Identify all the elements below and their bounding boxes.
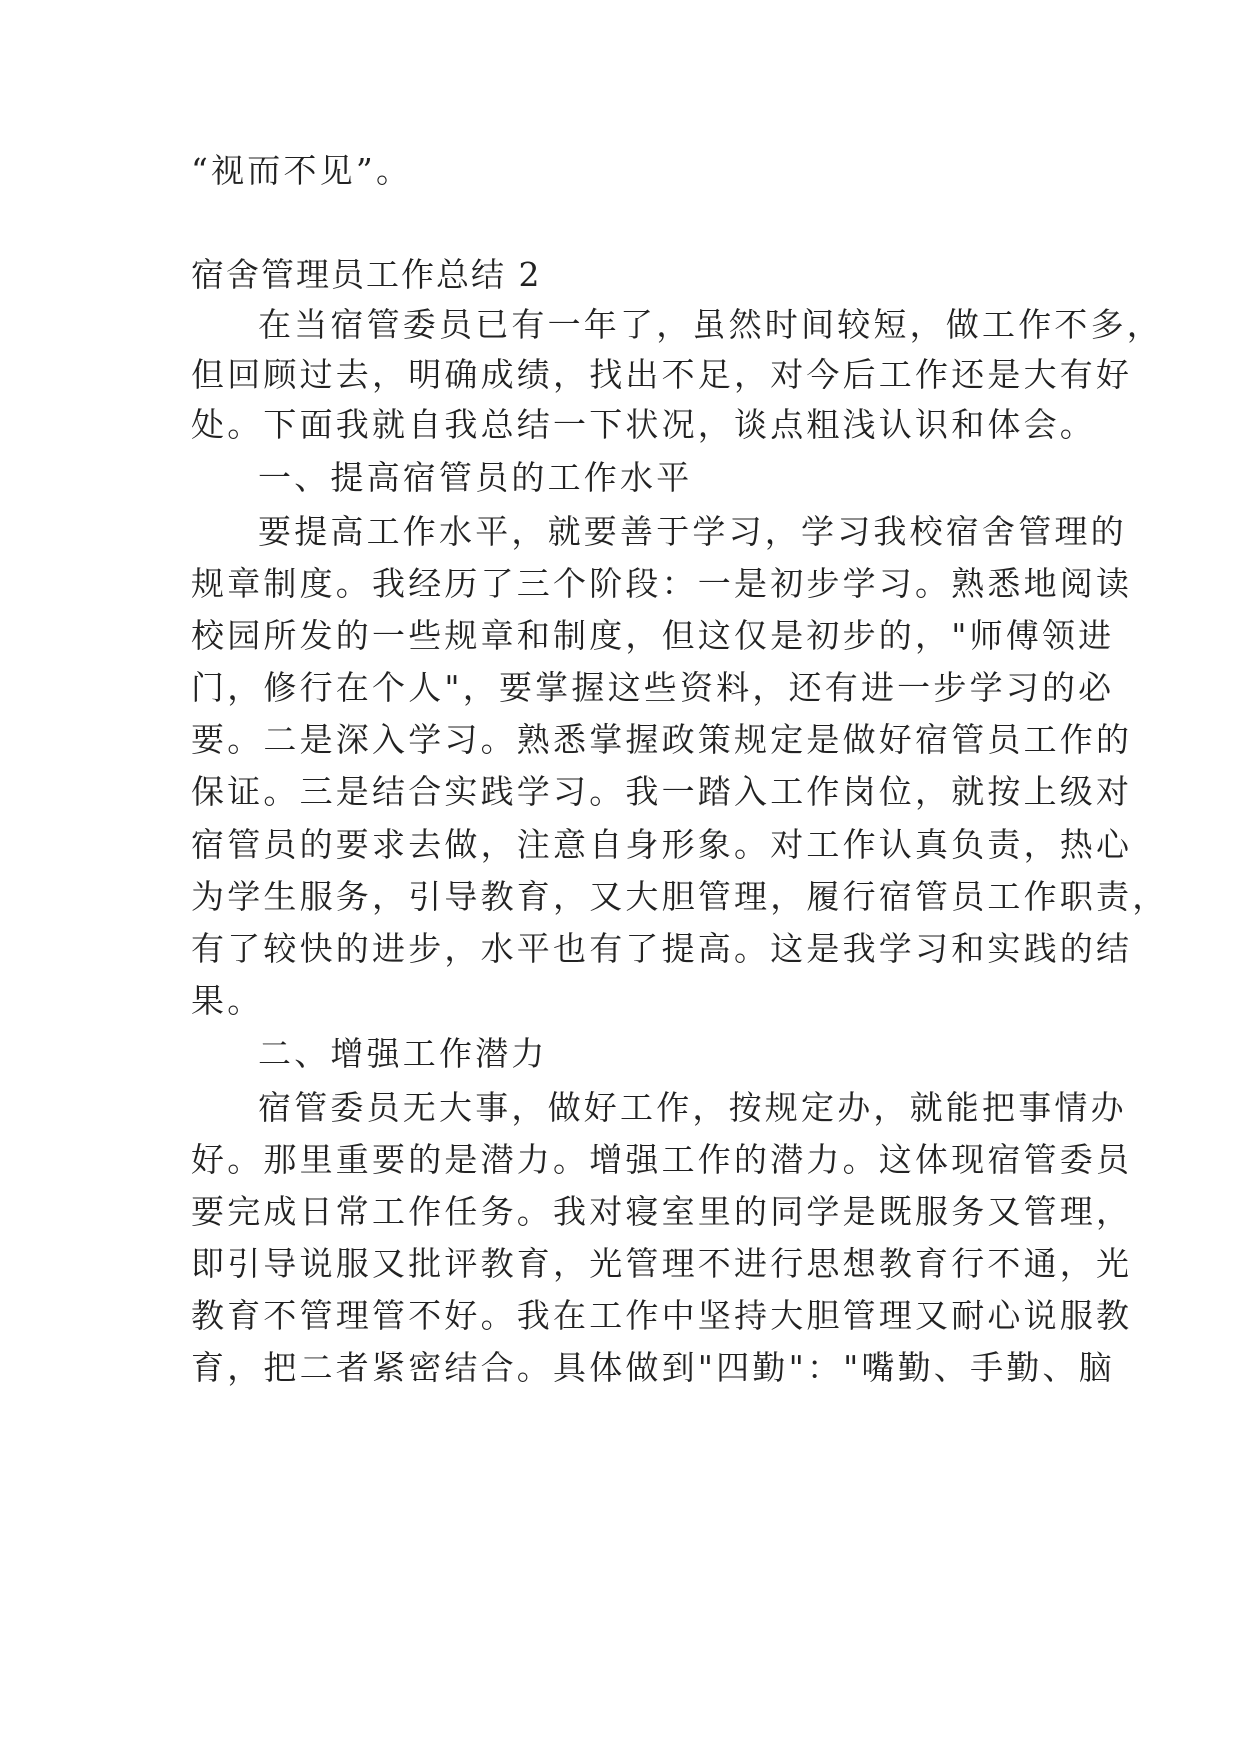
paragraph-line: 门，修行在个人"，要掌握这些资料，还有进一步学习的必 xyxy=(191,668,1115,707)
paragraph-line: 要提高工作水平，就要善于学习，学习我校宿舍管理的 xyxy=(258,512,1127,551)
heading-improve-level: 一、提高宿管员的工作水平 xyxy=(258,458,693,497)
intro-line: 但回顾过去，明确成绩，找出不足，对今后工作还是大有好 xyxy=(191,355,1133,394)
paragraph-line: 校园所发的一些规章和制度，但这仅是初步的，"师傅领进 xyxy=(191,616,1115,655)
paragraph-line: 宿管委员无大事，做好工作，按规定办，就能把事情办 xyxy=(258,1088,1127,1127)
paragraph-line: 教育不管理管不好。我在工作中坚持大胆管理又耐心说服教 xyxy=(191,1296,1133,1335)
paragraph-line: 果。 xyxy=(191,981,264,1020)
section-title: 宿舍管理员工作总结 2 xyxy=(191,255,542,294)
intro-line: 在当宿管委员已有一年了，虽然时间较短，做工作不多， xyxy=(258,305,1163,344)
paragraph-line: 规章制度。我经历了三个阶段：一是初步学习。熟悉地阅读 xyxy=(191,564,1133,603)
paragraph-line: 有了较快的进步，水平也有了提高。这是我学习和实践的结 xyxy=(191,929,1133,968)
paragraph-line: 宿管员的要求去做，注意自身形象。对工作认真负责，热心 xyxy=(191,825,1133,864)
intro-line: 处。下面我就自我总结一下状况，谈点粗浅认识和体会。 xyxy=(191,405,1096,444)
paragraph-line: 即引导说服又批评教育，光管理不进行思想教育行不通，光 xyxy=(191,1244,1133,1283)
paragraph-line: 要完成日常工作任务。我对寝室里的同学是既服务又管理， xyxy=(191,1192,1133,1231)
fragment-text: “视而不见”。 xyxy=(191,151,413,190)
paragraph-line: 要。二是深入学习。熟悉掌握政策规定是做好宿管员工作的 xyxy=(191,720,1133,759)
paragraph-line: 育，把二者紧密结合。具体做到"四勤"："嘴勤、手勤、脑 xyxy=(191,1348,1115,1387)
paragraph-line: 好。那里重要的是潜力。增强工作的潜力。这体现宿管委员 xyxy=(191,1140,1133,1179)
paragraph-line: 保证。三是结合实践学习。我一踏入工作岗位，就按上级对 xyxy=(191,772,1133,811)
heading-enhance-capacity: 二、增强工作潜力 xyxy=(258,1034,548,1073)
paragraph-line: 为学生服务，引导教育，又大胆管理，履行宿管员工作职责， xyxy=(191,877,1169,916)
